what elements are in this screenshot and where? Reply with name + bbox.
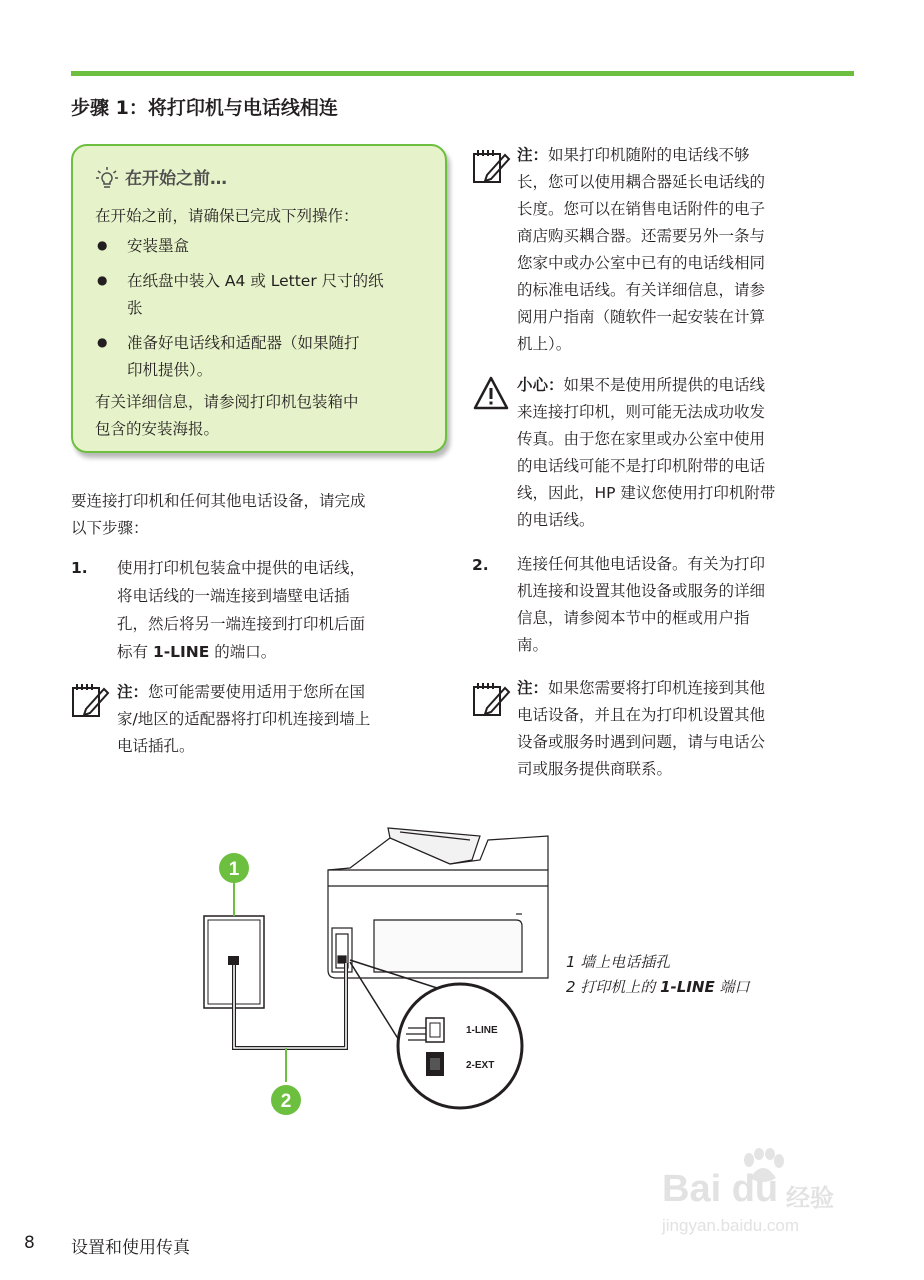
caution-line: 的电话线可能不是打印机附带的电话 bbox=[517, 457, 766, 475]
caution-line: 来连接打印机，则可能无法成功收发 bbox=[517, 403, 766, 421]
watermark-chinese: 经验 bbox=[786, 1184, 834, 1212]
footer-section-title: 设置和使用传真 bbox=[71, 1238, 190, 1258]
bullet-marker: ● bbox=[97, 335, 108, 349]
step-1-line: 将电话线的一端连接到墙壁电话插 bbox=[117, 587, 350, 605]
note-label: 注： bbox=[117, 683, 149, 701]
note-label: 注： bbox=[517, 146, 549, 164]
right-note-1-line: 您家中或办公室中已有的电话线相同 bbox=[517, 254, 766, 272]
watermark-url: jingyan.baidu.com bbox=[662, 1216, 800, 1235]
note-text: 您可能需要使用适用于您所在国 bbox=[148, 683, 366, 701]
intro-line-2: 以下步骤： bbox=[71, 519, 149, 537]
note-label: 注： bbox=[517, 679, 549, 697]
note-icon bbox=[71, 682, 113, 720]
page-heading: 步骤 1：将打印机与电话线相连 bbox=[71, 97, 338, 119]
port-zoom bbox=[398, 984, 522, 1108]
caption-2 bbox=[566, 976, 749, 997]
caution-line: 传真。由于您在家里或办公室中使用 bbox=[517, 430, 766, 448]
right-note-2-line: 电话设备，并且在为打印机设置其他 bbox=[517, 706, 766, 724]
printer-illustration bbox=[328, 828, 548, 978]
caution-line: 线，因此，HP 建议您使用打印机附带 bbox=[517, 484, 776, 502]
right-note-2-line: 司或服务提供商联系。 bbox=[517, 760, 673, 778]
step-1-text: 的端口。 bbox=[209, 643, 277, 661]
caption-port-name: 1-LINE bbox=[660, 978, 715, 996]
caution-line: 的电话线。 bbox=[517, 511, 595, 529]
right-note-2-line: 设备或服务时遇到问题，请与电话公 bbox=[517, 733, 766, 751]
right-note-2-line bbox=[517, 675, 765, 702]
bullet-marker: ● bbox=[97, 273, 108, 287]
step-2-line: 机连接和设置其他设备或服务的详细 bbox=[517, 582, 766, 600]
caution-text: 如果不是使用所提供的电话线 bbox=[563, 376, 766, 394]
caution-label: 小心： bbox=[517, 376, 564, 394]
lightbulb-icon bbox=[95, 166, 119, 190]
right-note-1-line bbox=[517, 142, 750, 169]
1-line-port bbox=[426, 1018, 444, 1042]
port-name-1-line: 1-LINE bbox=[152, 643, 210, 661]
caution-icon bbox=[472, 375, 510, 411]
caption-1: 1 墙上电话插孔 bbox=[566, 953, 671, 971]
tip-footer-2: 包含的安装海报。 bbox=[95, 420, 220, 438]
step-1-last-line bbox=[117, 639, 276, 666]
left-note-line: 电话插孔。 bbox=[117, 737, 195, 755]
top-rule bbox=[71, 71, 854, 76]
page-number: 8 bbox=[24, 1233, 35, 1253]
tip-bullet-3-cont: 印机提供）。 bbox=[127, 361, 213, 379]
callout-1-label: 1 bbox=[228, 859, 240, 880]
note-icon bbox=[472, 681, 514, 719]
baidu-watermark bbox=[662, 1150, 862, 1250]
left-note-line: 家/地区的适配器将打印机连接到墙上 bbox=[117, 710, 371, 728]
left-note-line bbox=[117, 679, 365, 706]
tip-footer-1: 有关详细信息，请参阅打印机包装箱中 bbox=[95, 393, 359, 411]
watermark-brand: Bai du bbox=[662, 1168, 779, 1210]
connection-diagram bbox=[150, 820, 570, 1130]
tip-intro: 在开始之前，请确保已完成下列操作： bbox=[95, 207, 359, 225]
step-2-line: 信息，请参阅本节中的框或用户指 bbox=[517, 609, 750, 627]
right-note-1-line: 阅用户指南（随软件一起安装在计算 bbox=[517, 308, 766, 326]
tip-bullet-2: 在纸盘中装入 A4 或 Letter 尺寸的纸 bbox=[127, 272, 384, 290]
step-1-line: 孔，然后将另一端连接到打印机后面 bbox=[117, 615, 366, 633]
before-you-begin-box bbox=[71, 144, 447, 453]
tip-bullet-1: 安装墨盒 bbox=[127, 237, 190, 255]
tip-title bbox=[95, 164, 227, 190]
port-1-label: 1-LINE bbox=[466, 1025, 498, 1036]
step-2-number: 2. bbox=[472, 556, 489, 574]
step-1-text: 标有 bbox=[117, 643, 153, 661]
right-note-1-line: 长，您可以使用耦合器延长电话线的 bbox=[517, 173, 766, 191]
tip-bullet-3: 准备好电话线和适配器（如果随打 bbox=[127, 334, 360, 352]
tip-title-text: 在开始之前… bbox=[125, 169, 227, 189]
right-note-1-line: 商店购买耦合器。还需要另外一条与 bbox=[517, 227, 766, 245]
port-2-label: 2-EXT bbox=[466, 1060, 495, 1071]
note-icon bbox=[472, 148, 514, 186]
right-note-1-line: 机上）。 bbox=[517, 335, 572, 353]
right-note-1-line: 长度。您可以在销售电话附件的电子 bbox=[517, 200, 766, 218]
note-text: 如果您需要将打印机连接到其他 bbox=[548, 679, 766, 697]
note-text: 如果打印机随附的电话线不够 bbox=[548, 146, 750, 164]
step-1-line: 使用打印机包装盒中提供的电话线， bbox=[117, 559, 366, 577]
caption-text: 端口 bbox=[714, 978, 750, 996]
intro-line-1: 要连接打印机和任何其他电话设备，请完成 bbox=[71, 492, 366, 510]
caption-text: 2 打印机上的 bbox=[566, 978, 661, 996]
step-2-line: 南。 bbox=[517, 636, 549, 654]
caution-line bbox=[517, 372, 765, 399]
step-1-number: 1. bbox=[71, 559, 88, 577]
step-2-line: 连接任何其他电话设备。有关为打印 bbox=[517, 555, 766, 573]
tip-bullet-2-cont: 张 bbox=[127, 299, 143, 317]
right-note-1-line: 的标准电话线。有关详细信息，请参 bbox=[517, 281, 766, 299]
bullet-marker: ● bbox=[97, 238, 108, 252]
callout-2-label: 2 bbox=[280, 1091, 292, 1112]
